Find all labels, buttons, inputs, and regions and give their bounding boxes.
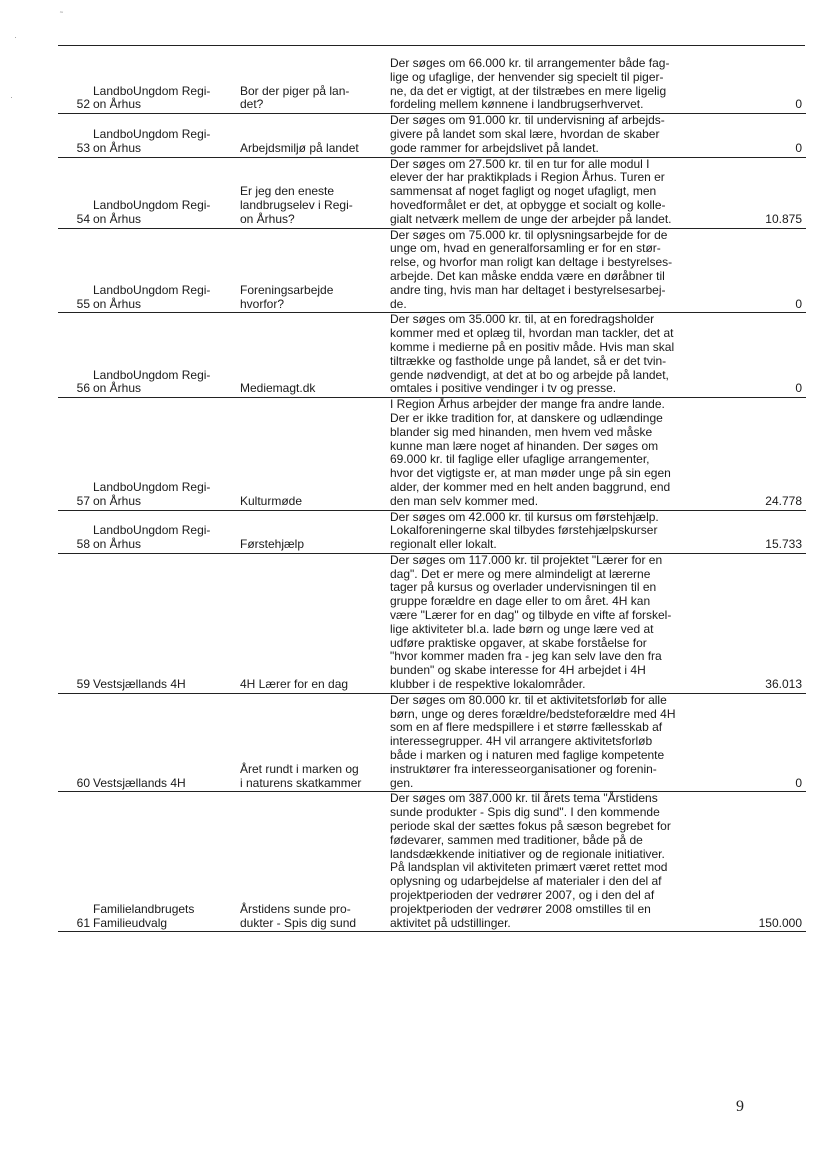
- description-line: På landsplan vil aktiviteten primært været rettet mod: [390, 860, 668, 875]
- organization-line: Vestsjællands 4H: [93, 677, 186, 692]
- description-cell: [389, 792, 741, 932]
- organization-line: on Århus: [93, 140, 142, 155]
- application-number: 60: [58, 693, 93, 792]
- description-line: regionalt eller lokalt.: [390, 537, 497, 552]
- description-line: Der søges om 35.000 kr. til, at en foredragsholder: [390, 312, 655, 327]
- description-line: sunde produkter - Spis dig sund". I den kommende: [390, 805, 660, 820]
- description-line: børn, unge og deres forældre/bedsteforældre med 4H: [390, 706, 676, 721]
- description-line: I Region Århus arbejder der mange fra andre lande.: [390, 397, 665, 412]
- table-row: [58, 553, 806, 693]
- project-cell: [240, 510, 389, 553]
- description-line: både i marken og i naturen med faglige kompetente: [390, 748, 665, 763]
- organization-line: Familieudvalg: [93, 915, 168, 930]
- organization-cell: [93, 228, 240, 313]
- description-line: andre ting, hvis man har deltaget i bestyrelsesarbej-: [390, 282, 666, 297]
- table-row: [58, 157, 806, 228]
- description-line: Der søges om 75.000 kr. til oplysningsarbejde for de: [390, 227, 668, 242]
- organization-cell: [93, 313, 240, 398]
- organization-line: LandboUngdom Regi-: [93, 126, 211, 141]
- application-number: 54: [58, 157, 93, 228]
- organization-line: LandboUngdom Regi-: [93, 197, 211, 212]
- organization-cell: [93, 510, 240, 553]
- project-line: Er jeg den eneste: [240, 184, 335, 199]
- project-line: Foreningsarbejde: [240, 282, 334, 297]
- description-line: Der søges om 387.000 kr. til årets tema "Årstidens: [390, 791, 658, 806]
- description-line: landsdækkende initiativer og de regionale initiativer.: [390, 846, 665, 861]
- description-line: oplysning og udarbejdelse af materialer i den del af: [390, 874, 662, 889]
- description-line: kommer med et oplæg til, hvordan man tackler, det at: [390, 326, 674, 341]
- scan-speck: ·: [10, 92, 13, 102]
- grant-amount: 0: [741, 693, 806, 792]
- description-line: elever der har praktikplads i Region Århus. Turen er: [390, 170, 665, 185]
- grant-amount: 15.733: [741, 510, 806, 553]
- project-line: i naturens skatkammer: [240, 775, 362, 790]
- description-line: tager på kursus og overlader undervisningen til en: [390, 580, 657, 595]
- description-line: omtales i positive vendinger i tv og presse.: [390, 381, 617, 396]
- description-line: 69.000 kr. til faglige eller ufaglige arrangementer,: [390, 452, 650, 467]
- description-line: interessegrupper. 4H vil arrangere aktivitetsforløb: [390, 734, 653, 749]
- description-line: blander sig med hinanden, men hvem ved måske: [390, 424, 653, 439]
- description-cell: [389, 553, 741, 693]
- description-line: Der er ikke tradition for, at danskere og udlændinge: [390, 410, 663, 425]
- description-line: Der søges om 91.000 kr. til undervisning af arbejds-: [390, 113, 665, 128]
- description-line: gruppe forældre en dage eller to om året. 4H kan: [390, 594, 651, 609]
- table-row: [58, 114, 806, 157]
- table-row: [58, 57, 806, 114]
- table-row: [58, 398, 806, 510]
- description-line: den man selv kommer med.: [390, 493, 539, 508]
- organization-line: on Århus: [93, 211, 142, 226]
- organization-cell: [93, 114, 240, 157]
- table-row: [58, 510, 806, 553]
- organization-cell: [93, 792, 240, 932]
- description-line: Der søges om 66.000 kr. til arrangementer både fag-: [390, 56, 670, 70]
- page-number: 9: [736, 1098, 744, 1115]
- organization-line: on Århus: [93, 97, 142, 112]
- description-line: sammensat af noget fagligt og noget ufagligt, men: [390, 184, 657, 199]
- grant-amount: 10.875: [741, 157, 806, 228]
- project-line: dukter - Spis dig sund: [240, 915, 357, 930]
- description-line: unge om, hvad en generalforsamling er for en stør-: [390, 241, 661, 256]
- grant-amount: 0: [741, 114, 806, 157]
- description-cell: [389, 510, 741, 553]
- organization-line: LandboUngdom Regi-: [93, 282, 211, 297]
- description-cell: [389, 228, 741, 313]
- description-line: Der søges om 80.000 kr. til et aktivitetsforløb for alle: [390, 692, 667, 707]
- description-line: gode rammer for arbejdslivet på landet.: [390, 140, 599, 155]
- description-line: gende nødvendigt, at det at bo og arbejde på landet,: [390, 367, 669, 382]
- project-cell: [240, 398, 389, 510]
- organization-line: on Århus: [93, 537, 142, 552]
- project-line: Kulturmøde: [240, 493, 303, 508]
- application-number: 53: [58, 114, 93, 157]
- organization-line: LandboUngdom Regi-: [93, 83, 211, 98]
- project-line: Bor der piger på lan-: [240, 83, 350, 98]
- description-line: være "Lærer for en dag" og tilbyde en vifte af forskel-: [390, 608, 672, 623]
- description-cell: [389, 114, 741, 157]
- description-line: hvor det vigtigste er, at man møder unge på sin egen: [390, 466, 671, 481]
- grant-amount: 0: [741, 57, 806, 114]
- table-row: [58, 228, 806, 313]
- organization-line: Familielandbrugets: [93, 901, 195, 916]
- application-number: 59: [58, 553, 93, 693]
- description-line: Lokalforeningerne skal tilbydes førstehjælpskurser: [390, 523, 658, 538]
- organization-line: on Århus: [93, 493, 142, 508]
- top-rule: [58, 45, 805, 46]
- organization-line: LandboUngdom Regi-: [93, 523, 211, 538]
- description-line: hovedformålet er det, at opbygge et socialt og kolle-: [390, 197, 666, 212]
- scan-speck: ˜: [60, 10, 63, 20]
- application-number: 57: [58, 398, 93, 510]
- description-line: klubber i de respektive lokalområder.: [390, 677, 586, 692]
- description-cell: [389, 398, 741, 510]
- application-number: 58: [58, 510, 93, 553]
- description-line: "hvor kommer maden fra - jeg kan selv lave den fra: [390, 649, 662, 664]
- description-line: lige aktiviteter bl.a. lade børn og unge lære ved at: [390, 621, 654, 636]
- application-number: 55: [58, 228, 93, 313]
- project-line: Arbejdsmiljø på landet: [240, 140, 359, 155]
- organization-cell: [93, 57, 240, 114]
- description-line: Der søges om 42.000 kr. til kursus om førstehjælp.: [390, 509, 659, 524]
- organization-cell: [93, 157, 240, 228]
- grant-amount: 0: [741, 313, 806, 398]
- project-cell: [240, 228, 389, 313]
- description-cell: [389, 313, 741, 398]
- project-line: Mediemagt.dk: [240, 381, 316, 396]
- organization-line: on Århus: [93, 381, 142, 396]
- organization-cell: [93, 693, 240, 792]
- organization-cell: [93, 398, 240, 510]
- application-number: 56: [58, 313, 93, 398]
- table-row: [58, 792, 806, 932]
- description-cell: [389, 57, 741, 114]
- description-line: projektperioden der vedrører 2008 omstilles til en: [390, 901, 651, 916]
- description-line: Der søges om 27.500 kr. til en tur for alle modul I: [390, 156, 650, 171]
- description-line: ne, da det er vigtigt, at der tilstræbes en mere ligelig: [390, 83, 667, 98]
- description-line: arbejde. Det kan måske endda være en døråbner til: [390, 268, 665, 283]
- project-cell: [240, 57, 389, 114]
- description-line: udføre praktiske opgaver, at skabe forståelse for: [390, 635, 647, 650]
- table-row: [58, 693, 806, 792]
- description-line: Der søges om 117.000 kr. til projektet "Lærer for en: [390, 552, 663, 567]
- project-cell: [240, 553, 389, 693]
- grant-amount: 24.778: [741, 398, 806, 510]
- description-line: bunden" og skabe interesse for 4H arbejdet i 4H: [390, 663, 646, 678]
- description-line: som en af flere medspillere i et større fællesskab af: [390, 720, 663, 735]
- project-line: Året rundt i marken og: [240, 761, 359, 776]
- description-line: relse, og hvorfor man roligt kan deltage i bestyrelses-: [390, 255, 673, 270]
- description-line: komme i medierne på en positiv måde. Hvis man skal: [390, 339, 675, 354]
- grant-amount: 150.000: [741, 792, 806, 932]
- description-line: tiltrække og fastholde unge på landet, så er det tvin-: [390, 353, 667, 368]
- description-cell: [389, 693, 741, 792]
- description-line: gialt netværk mellem de unge der arbejder på landet.: [390, 211, 672, 226]
- description-line: gen.: [390, 775, 414, 790]
- description-line: periode skal der sættes fokus på sæson begrebet for: [390, 819, 671, 834]
- description-line: dag". Det er mere og mere almindeligt at lærerne: [390, 566, 651, 581]
- description-line: aktivitet på udstillinger.: [390, 915, 511, 930]
- description-line: fordeling mellem kønnene i landbrugserhvervet.: [390, 97, 644, 112]
- grant-amount: 36.013: [741, 553, 806, 693]
- organization-line: Vestsjællands 4H: [93, 775, 186, 790]
- project-line: Årstidens sunde pro-: [240, 901, 351, 916]
- project-line: hvorfor?: [240, 296, 285, 311]
- application-number: 52: [58, 57, 93, 114]
- grant-amount: 0: [741, 228, 806, 313]
- project-cell: [240, 157, 389, 228]
- scan-speck: ·: [14, 32, 17, 42]
- application-number: 61: [58, 792, 93, 932]
- project-cell: [240, 114, 389, 157]
- description-line: lige og ufaglige, der henvender sig specielt til piger-: [390, 69, 664, 84]
- grant-table-body: [58, 57, 806, 932]
- description-line: de.: [390, 296, 407, 311]
- project-line: on Århus?: [240, 211, 295, 226]
- project-cell: [240, 693, 389, 792]
- description-line: alder, der kommer med en helt anden baggrund, end: [390, 479, 671, 494]
- organization-line: on Århus: [93, 296, 142, 311]
- project-cell: [240, 313, 389, 398]
- description-line: projektperioden der vedrører 2007, og i den del af: [390, 888, 655, 903]
- description-cell: [389, 157, 741, 228]
- grant-table: [58, 57, 806, 932]
- project-line: 4H Lærer for en dag: [240, 677, 349, 692]
- table-row: [58, 313, 806, 398]
- description-line: fødevarer, sammen med traditioner, både på de: [390, 832, 643, 847]
- project-line: det?: [240, 97, 264, 112]
- description-line: givere på landet som skal lære, hvordan de skaber: [390, 126, 660, 141]
- description-line: instruktører fra interesseorganisationer og forenin-: [390, 761, 657, 776]
- organization-line: LandboUngdom Regi-: [93, 367, 211, 382]
- project-cell: [240, 792, 389, 932]
- project-line: Førstehjælp: [240, 537, 305, 552]
- description-line: kunne man lære noget af hinanden. Der søges om: [390, 438, 659, 453]
- project-line: landbrugselev i Regi-: [240, 197, 353, 212]
- organization-cell: [93, 553, 240, 693]
- organization-line: LandboUngdom Regi-: [93, 479, 211, 494]
